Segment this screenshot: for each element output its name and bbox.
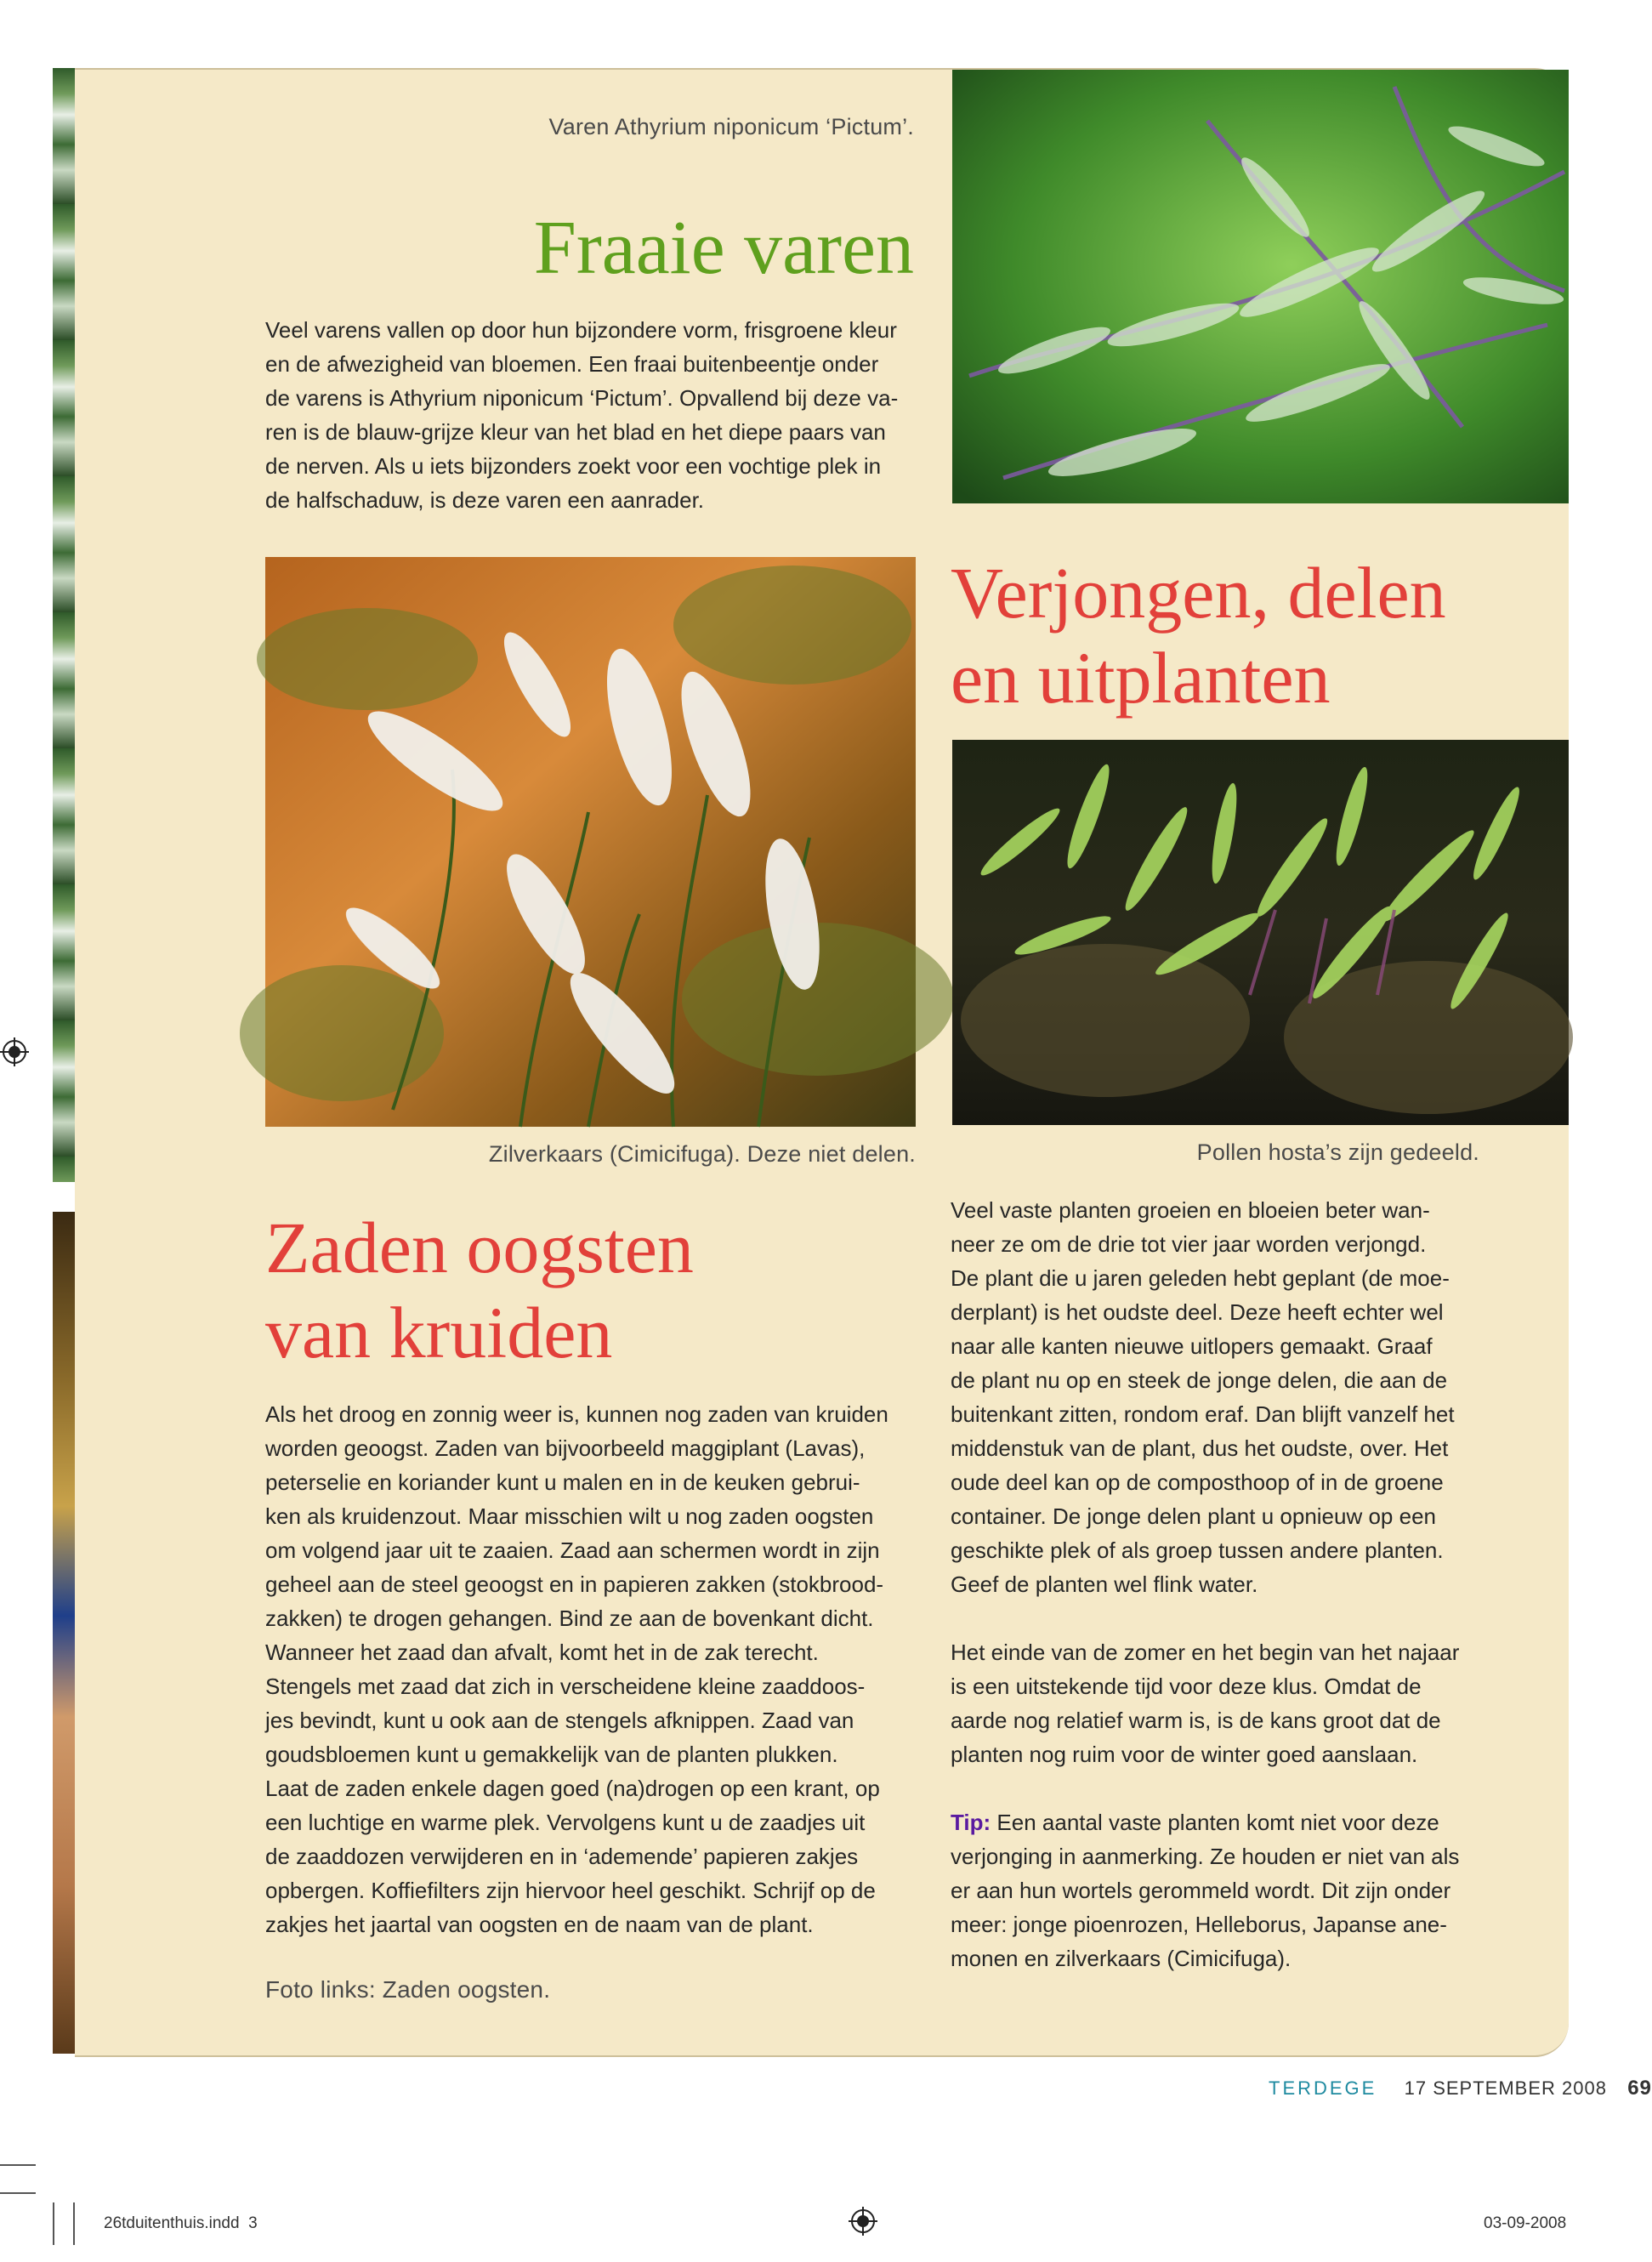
seeds-title-line1: Zaden oogsten — [265, 1207, 694, 1288]
body-line: buitenkant zitten, rondom eraf. Dan blijft vanzelf het — [951, 1401, 1455, 1427]
body-line: Het einde van de zomer en het begin van het najaar — [951, 1640, 1460, 1665]
body-line: monen en zilverkaars (Cimicifuga). — [951, 1946, 1292, 1971]
cimicifuga-caption: Zilverkaars (Cimicifuga). Deze niet delen. — [488, 1141, 916, 1167]
seeds-title-line2: van kruiden — [265, 1292, 613, 1373]
crop-mark — [0, 2192, 36, 2194]
body-line: peterselie en koriander kunt u malen en in de keuken gebrui- — [265, 1469, 860, 1495]
body-line: De plant die u jaren geleden hebt geplant (de moe- — [951, 1265, 1450, 1291]
page-footer — [1269, 2077, 1652, 2100]
registration-mark-icon — [849, 2207, 877, 2236]
body-line: neer ze om de drie tot vier jaar worden verjongd. — [951, 1231, 1427, 1257]
registration-mark-icon — [0, 1037, 29, 1066]
body-line: de nerven. Als u iets bijzonders zoekt voor een vochtige plek in — [265, 453, 882, 479]
hosta-caption: Pollen hosta’s zijn gedeeld. — [1196, 1140, 1479, 1165]
prev-page-photo-strip-top — [53, 68, 75, 1182]
crop-mark — [0, 2164, 36, 2166]
cimicifuga-photo — [265, 557, 916, 1127]
tip-line — [951, 1805, 1569, 1839]
body-line: verjonging in aanmerking. Ze houden er niet van als — [951, 1844, 1460, 1869]
body-line: is een uitstekende tijd voor deze klus. Omdat de — [951, 1674, 1422, 1699]
fern-title: Fraaie varen — [533, 206, 914, 290]
body-line: een luchtige en warme plek. Vervolgens kunt u de zaadjes uit — [265, 1810, 866, 1835]
body-line: de varens is Athyrium niponicum ‘Pictum’. Opvallend bij deze va- — [265, 385, 899, 411]
body-line: middenstuk van de plant, dus het oudste, over. Het — [951, 1435, 1449, 1461]
issue-date: 17 SEPTEMBER 2008 — [1404, 2077, 1607, 2099]
body-line: Als het droog en zonnig weer is, kunnen nog zaden van kruiden — [265, 1401, 888, 1427]
body-line: de plant nu op en steek de jonge delen, die aan de — [951, 1367, 1448, 1393]
body-line: planten nog ruim voor de winter goed aanslaan. — [951, 1742, 1418, 1767]
magazine-name: TERDEGE — [1269, 2077, 1377, 2099]
body-line: zakken) te drogen gehangen. Bind ze aan de bovenkant dicht. — [265, 1606, 874, 1631]
hosta-photo — [952, 740, 1569, 1125]
crop-mark — [53, 2202, 54, 2245]
prev-page-photo-strip-bottom — [53, 1212, 75, 2054]
body-line: Stengels met zaad dat zich in verscheidene kleine zaaddoos- — [265, 1674, 866, 1699]
body-line: Veel varens vallen op door hun bijzondere vorm, frisgroene kleur — [265, 317, 897, 343]
body-line: Laat de zaden enkele dagen goed (na)drogen op een krant, op — [265, 1776, 880, 1801]
crop-mark — [73, 2202, 75, 2245]
tip-text: Een aantal vaste planten komt niet voor deze — [991, 1810, 1439, 1835]
body-line: goudsbloemen kunt u gemakkelijk van de planten plukken. — [265, 1742, 838, 1767]
slug-date: 03-09-2008 — [1484, 2214, 1567, 2232]
divide-body — [951, 1193, 1569, 1975]
body-line: om volgend jaar uit te zaaien. Zaad aan schermen wordt in zijn — [265, 1537, 880, 1563]
body-line: ren is de blauw-grijze kleur van het blad en het diepe paars van — [265, 419, 886, 445]
fern-caption: Varen Athyrium niponicum ‘Pictum’. — [548, 114, 914, 139]
tip-label: Tip: — [951, 1810, 991, 1835]
seeds-body — [265, 1397, 937, 1941]
body-line: en de afwezigheid van bloemen. Een fraai buitenbeentje onder — [265, 351, 879, 377]
body-line: naar alle kanten nieuwe uitlopers gemaakt. Graaf — [951, 1333, 1433, 1359]
body-line: Wanneer het zaad dan afvalt, komt het in de zak terecht. — [265, 1640, 819, 1665]
slug-filename: 26tduitenthuis.indd 3 — [104, 2214, 258, 2232]
body-line: Veel vaste planten groeien en bloeien beter wan- — [951, 1197, 1430, 1223]
page-number: 69 — [1627, 2077, 1652, 2100]
body-line: de zaaddozen verwijderen en in ‘ademende’ papieren zakjes — [265, 1844, 859, 1869]
body-line: jes bevindt, kunt u ook aan de stengels afknippen. Zaad van — [265, 1708, 854, 1733]
body-line: opbergen. Koffiefilters zijn hiervoor heel geschikt. Schrijf op de — [265, 1878, 876, 1903]
body-line: oude deel kan op de composthoop of in de groene — [951, 1469, 1444, 1495]
body-line: zakjes het jaartal van oogsten en de naam van de plant. — [265, 1912, 814, 1937]
divide-title-line2: en uitplanten — [951, 637, 1331, 719]
body-line: aarde nog relatief warm is, is de kans groot dat de — [951, 1708, 1441, 1733]
photo-note: Foto links: Zaden oogsten. — [265, 1976, 551, 2003]
body-line: container. De jonge delen plant u opnieuw op een — [951, 1503, 1436, 1529]
fern-body — [265, 313, 920, 517]
body-line: derplant) is het oudste deel. Deze heeft echter wel — [951, 1299, 1444, 1325]
body-line: geheel aan de steel geoogst en in papieren zakken (stokbrood- — [265, 1571, 884, 1597]
body-line: geschikte plek of als groep tussen andere planten. — [951, 1537, 1444, 1563]
body-line: worden geoogst. Zaden van bijvoorbeeld maggiplant (Lavas), — [265, 1435, 866, 1461]
divide-title-line1: Verjongen, delen — [951, 552, 1446, 634]
body-line: er aan hun wortels gerommeld wordt. Dit zijn onder — [951, 1878, 1451, 1903]
body-line: ken als kruidenzout. Maar misschien wilt u nog zaden oogsten — [265, 1503, 874, 1529]
body-line: de halfschaduw, is deze varen een aanrader. — [265, 487, 705, 513]
body-line: meer: jonge pioenrozen, Helleborus, Japanse ane- — [951, 1912, 1447, 1937]
body-line: Geef de planten wel flink water. — [951, 1571, 1258, 1597]
fern-photo — [952, 70, 1569, 503]
